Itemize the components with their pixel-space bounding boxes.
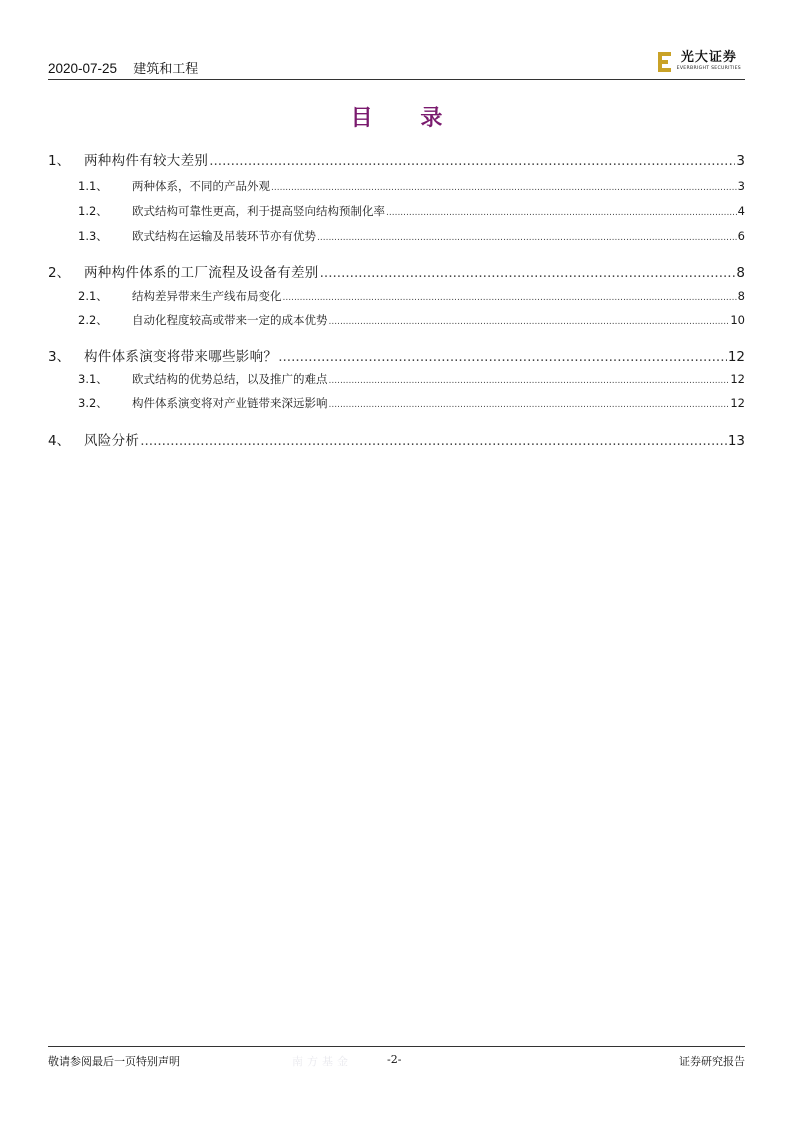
toc-entry-page: 3 [737, 179, 745, 193]
toc-entry-page: 10 [730, 313, 745, 327]
page-number: -2- [387, 1053, 402, 1066]
toc-entry-subsection[interactable] [48, 312, 745, 332]
toc-entry-number: 3.2、 [78, 396, 108, 410]
page-title: 目 录 [350, 106, 463, 131]
disclaimer-note: 敬请参阅最后一页特别声明 [48, 1055, 180, 1068]
toc-dot-leader [271, 183, 737, 193]
company-logo [657, 50, 741, 76]
toc-entry-label: 结构差异带来生产线布局变化 [132, 289, 282, 303]
toc-entry-label: 欧式结构的优势总结，以及推广的难点 [132, 372, 328, 386]
toc-entry-section[interactable] [48, 345, 745, 365]
toc-dot-leader [329, 317, 730, 327]
page-header [48, 46, 745, 80]
toc-dot-leader [278, 349, 727, 365]
logo-chinese-name: 光大证券 [680, 50, 737, 65]
toc-entry-page: 8 [736, 265, 745, 281]
report-type: 证券研究报告 [679, 1055, 745, 1068]
header-divider [48, 79, 745, 80]
toc-dot-leader [317, 233, 737, 243]
toc-entry-page: 8 [737, 289, 745, 303]
toc-dot-leader [320, 265, 736, 281]
toc-entry-subsection[interactable] [48, 395, 745, 415]
toc-entry-subsection[interactable] [48, 203, 745, 223]
everbright-logo-icon [657, 51, 673, 73]
toc-entry-page: 6 [737, 229, 745, 243]
toc-entry-section[interactable] [48, 429, 745, 449]
toc-dot-leader [329, 376, 730, 386]
report-date: 2020-07-25 [48, 61, 118, 76]
toc-entry-label: 构件体系演变将带来哪些影响？ [84, 349, 278, 365]
toc-entry-number: 4、 [48, 433, 71, 449]
toc-entry-page: 3 [736, 153, 745, 169]
toc-entry-subsection[interactable] [48, 288, 745, 308]
toc-entry-label: 自动化程度较高或带来一定的成本优势 [132, 313, 328, 327]
page-footer [48, 1046, 745, 1071]
toc-entry-number: 1.3、 [78, 229, 108, 243]
toc-entry-subsection[interactable] [48, 371, 745, 391]
toc-entry-section[interactable] [48, 261, 745, 281]
toc-entry-label: 风险分析 [84, 433, 140, 449]
toc-entry-number: 3、 [48, 349, 71, 365]
toc-dot-leader [283, 293, 737, 303]
toc-entry-number: 1.2、 [78, 204, 108, 218]
industry-label: 建筑和工程 [133, 62, 199, 77]
toc-entry-section[interactable] [48, 149, 745, 169]
toc-entry-label: 构件体系演变将对产业链带来深远影响 [132, 396, 328, 410]
toc-entry-page: 12 [727, 349, 745, 365]
toc-entry-page: 4 [737, 204, 745, 218]
header-meta [48, 58, 198, 77]
toc-entry-page: 12 [730, 396, 745, 410]
toc-dot-leader [329, 400, 730, 410]
toc-entry-number: 2.1、 [78, 289, 108, 303]
watermark: 南方基金 [292, 1055, 352, 1068]
toc-entry-number: 1、 [48, 153, 71, 169]
toc-entry-number: 2.2、 [78, 313, 108, 327]
logo-english-name: EVERBRIGHT SECURITIES [676, 66, 741, 71]
toc-entry-label: 两种体系，不同的产品外观 [132, 179, 270, 193]
toc-entry-subsection[interactable] [48, 228, 745, 248]
toc-entry-label: 欧式结构可靠性更高，利于提高竖向结构预制化率 [132, 204, 385, 218]
toc-entry-label: 两种构件有较大差别 [84, 153, 209, 169]
toc-entry-page: 12 [730, 372, 745, 386]
toc-dot-leader [209, 153, 735, 169]
toc-entry-number: 2、 [48, 265, 71, 281]
toc-entry-subsection[interactable] [48, 178, 745, 198]
toc-entry-number: 3.1、 [78, 372, 108, 386]
toc-dot-leader [386, 208, 737, 218]
toc-entry-label: 两种构件体系的工厂流程及设备有差别 [84, 265, 319, 281]
toc-entry-number: 1.1、 [78, 179, 108, 193]
toc-entry-label: 欧式结构在运输及吊装环节亦有优势 [132, 229, 316, 243]
toc-entry-page: 13 [727, 433, 745, 449]
toc-dot-leader [140, 433, 727, 449]
